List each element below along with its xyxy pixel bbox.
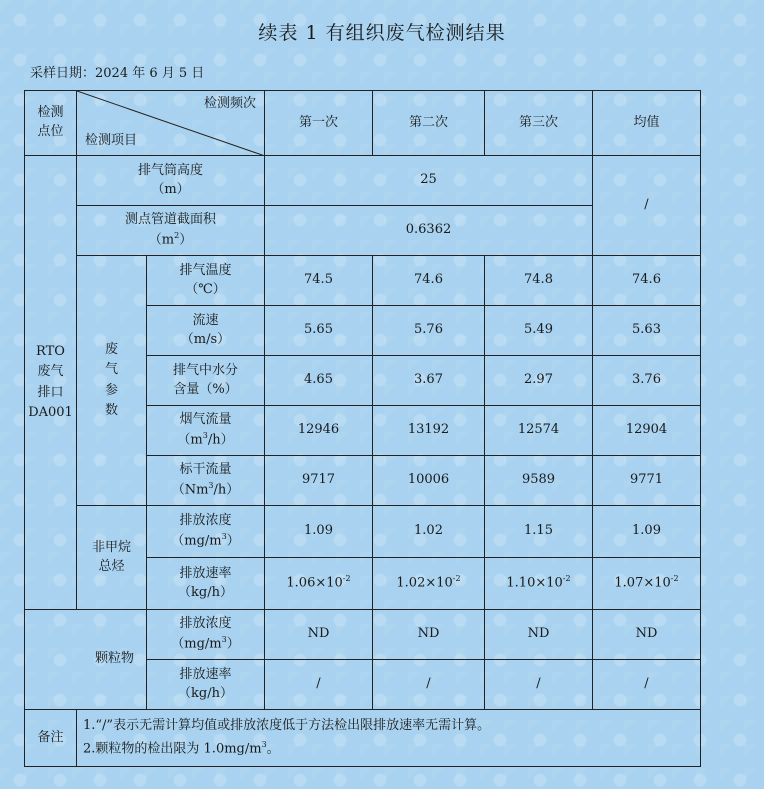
- stack-height-unit: （m）: [151, 181, 190, 197]
- remark-2-sup: 3: [261, 739, 267, 749]
- nmhc-conc-name: 排放浓度: [179, 512, 232, 528]
- waste-gas-char2: 气: [104, 362, 118, 378]
- nmhc-rate-avg-mantissa: 1.07×10: [614, 575, 671, 591]
- area-unit: [77, 230, 264, 250]
- nmhc-conc-unit-sup: 3: [221, 531, 227, 541]
- speed-unit: （m/s）: [180, 331, 231, 347]
- header-point: [25, 91, 77, 156]
- nmhc-group-line1: 非甲烷: [91, 539, 131, 555]
- pm-conc-unit-post: ）: [226, 636, 240, 652]
- area-value: 0.6362: [265, 206, 593, 256]
- pm-group: [25, 610, 147, 710]
- nmhc-rate-v3-mantissa: 1.10×10: [506, 575, 563, 591]
- flow-v2: 13192: [373, 406, 485, 456]
- nmhc-rate-v1: [265, 558, 373, 610]
- moisture-name: 排气中水分: [172, 362, 238, 378]
- nmhc-rate-avg: [593, 558, 701, 610]
- speed-avg: 5.63: [593, 306, 701, 356]
- pm-conc-v1: ND: [265, 610, 373, 660]
- pm-conc-v3: ND: [485, 610, 593, 660]
- moisture-v2: 3.67: [373, 356, 485, 406]
- nmhc-rate-v2-mantissa: 1.02×10: [396, 575, 453, 591]
- temp-unit: （℃）: [185, 281, 226, 297]
- pm-conc-v2: ND: [373, 610, 485, 660]
- remarks-label: 备注: [25, 710, 77, 767]
- flow-v1: 12946: [265, 406, 373, 456]
- waste-gas-group: [77, 256, 147, 506]
- waste-gas-char4: 数: [104, 402, 118, 418]
- nmhc-conc-unit-pre: （mg/m: [171, 533, 222, 549]
- pm-conc-avg: ND: [593, 610, 701, 660]
- pm-conc-unit-pre: （mg/m: [171, 636, 222, 652]
- std-flow-v1: 9717: [265, 456, 373, 506]
- results-table: [24, 90, 701, 767]
- moisture-label: [147, 356, 265, 406]
- speed-v1: 5.65: [265, 306, 373, 356]
- flow-unit-post: /h）: [207, 432, 234, 448]
- pm-rate-label: [147, 660, 265, 710]
- point-line3: 排口: [37, 384, 64, 400]
- pm-conc-unit-sup: 3: [221, 634, 227, 644]
- pm-rate-v1: /: [265, 660, 373, 710]
- nmhc-rate-unit: （kg/h）: [178, 584, 233, 600]
- temp-v1: 74.5: [265, 256, 373, 306]
- moisture-avg: 3.76: [593, 356, 701, 406]
- pm-rate-v3: /: [485, 660, 593, 710]
- flow-unit: [147, 430, 264, 450]
- std-flow-v3: 9589: [485, 456, 593, 506]
- remark-2-pre: 2.颗粒物的检出限为 1.0mg/m: [83, 741, 262, 757]
- nmhc-rate-v3-exp: -2: [562, 574, 571, 584]
- waste-gas-char3: 参: [104, 382, 118, 398]
- nmhc-conc-unit-post: ）: [226, 533, 240, 549]
- area-name: 测点管道截面积: [124, 211, 216, 227]
- header-frequency: 检测频次: [203, 96, 256, 111]
- flow-v3: 12574: [485, 406, 593, 456]
- temp-name: 排气温度: [179, 262, 232, 278]
- flow-avg: 12904: [593, 406, 701, 456]
- pm-conc-unit: [147, 634, 264, 654]
- header-avg: 均值: [593, 91, 701, 156]
- nmhc-conc-label: [147, 506, 265, 558]
- remark-2: [83, 738, 700, 761]
- pm-rate-v2: /: [373, 660, 485, 710]
- nmhc-rate-label: [147, 558, 265, 610]
- std-flow-name: 标干流量: [179, 461, 232, 477]
- point-line1: RTO: [36, 344, 65, 360]
- std-flow-unit: [147, 480, 264, 500]
- flow-unit-sup: 3: [202, 430, 208, 440]
- nmhc-rate-v1-mantissa: 1.06×10: [286, 575, 343, 591]
- temp-avg: 74.6: [593, 256, 701, 306]
- speed-v2: 5.76: [373, 306, 485, 356]
- std-flow-unit-pre: （Nm: [171, 482, 209, 498]
- std-flow-v2: 10006: [373, 456, 485, 506]
- std-flow-unit-post: /h）: [213, 482, 240, 498]
- table-title: 续表 1 有组织废气检测结果: [258, 22, 506, 44]
- nmhc-conc-v1: 1.09: [265, 506, 373, 558]
- nmhc-rate-name: 排放速率: [179, 565, 232, 581]
- avg-not-applicable: /: [593, 156, 701, 256]
- speed-label: [147, 306, 265, 356]
- header-col1: 第一次: [265, 91, 373, 156]
- std-flow-avg: 9771: [593, 456, 701, 506]
- nmhc-rate-avg-exp: -2: [670, 574, 679, 584]
- area-unit-pre: （m: [148, 232, 175, 248]
- stack-height-label: [77, 156, 265, 206]
- pm-rate-name: 排放速率: [179, 666, 232, 682]
- nmhc-rate-v2-exp: -2: [452, 574, 461, 584]
- pm-rate-avg: /: [593, 660, 701, 710]
- pm-conc-name: 排放浓度: [179, 615, 232, 631]
- header-col3: 第三次: [485, 91, 593, 156]
- pm-conc-label: [147, 610, 265, 660]
- pm-group-label: 颗粒物: [95, 651, 135, 667]
- moisture-v1: 4.65: [265, 356, 373, 406]
- temp-label: [147, 256, 265, 306]
- temp-v3: 74.8: [485, 256, 593, 306]
- temp-v2: 74.6: [373, 256, 485, 306]
- header-col2: 第二次: [373, 91, 485, 156]
- moisture-v3: 2.97: [485, 356, 593, 406]
- nmhc-conc-v2: 1.02: [373, 506, 485, 558]
- remarks-content: [77, 710, 701, 767]
- nmhc-conc-v3: 1.15: [485, 506, 593, 558]
- pm-rate-unit: （kg/h）: [178, 685, 233, 701]
- speed-v3: 5.49: [485, 306, 593, 356]
- moisture-unit: 含量（%）: [173, 381, 238, 397]
- point-line4: DA001: [28, 404, 73, 420]
- stack-height-name: 排气筒高度: [137, 162, 203, 178]
- point-line2: 废气: [37, 364, 64, 380]
- header-point-line1: 检测: [37, 105, 64, 121]
- remark-2-post: 。: [266, 741, 280, 757]
- std-flow-unit-sup: 3: [208, 480, 214, 490]
- nmhc-conc-avg: 1.09: [593, 506, 701, 558]
- nmhc-rate-v3: [485, 558, 593, 610]
- stack-height-value: 25: [265, 156, 593, 206]
- nmhc-group-line2: 总烃: [98, 558, 125, 574]
- area-unit-sup: 2: [174, 230, 180, 240]
- nmhc-conc-unit: [147, 531, 264, 551]
- nmhc-group: [77, 506, 147, 610]
- point-cell: [25, 156, 77, 610]
- flow-unit-pre: （m: [177, 432, 203, 448]
- sampling-date: 采样日期：2024 年 6 月 5 日: [30, 66, 205, 81]
- header-diagonal-cell: [77, 91, 265, 156]
- speed-name: 流速: [192, 312, 219, 328]
- header-item: 检测项目: [85, 133, 138, 149]
- waste-gas-char1: 废: [104, 342, 118, 358]
- remark-1: 1.“/”表示无需计算均值或排放浓度低于方法检出限排放速率无需计算。: [83, 718, 491, 734]
- nmhc-rate-v2: [373, 558, 485, 610]
- flow-label: [147, 406, 265, 456]
- std-flow-label: [147, 456, 265, 506]
- nmhc-rate-v1-exp: -2: [342, 574, 351, 584]
- area-label: [77, 206, 265, 256]
- area-unit-post: ）: [179, 232, 193, 248]
- header-point-line2: 点位: [37, 124, 64, 139]
- flow-name: 烟气流量: [179, 411, 232, 427]
